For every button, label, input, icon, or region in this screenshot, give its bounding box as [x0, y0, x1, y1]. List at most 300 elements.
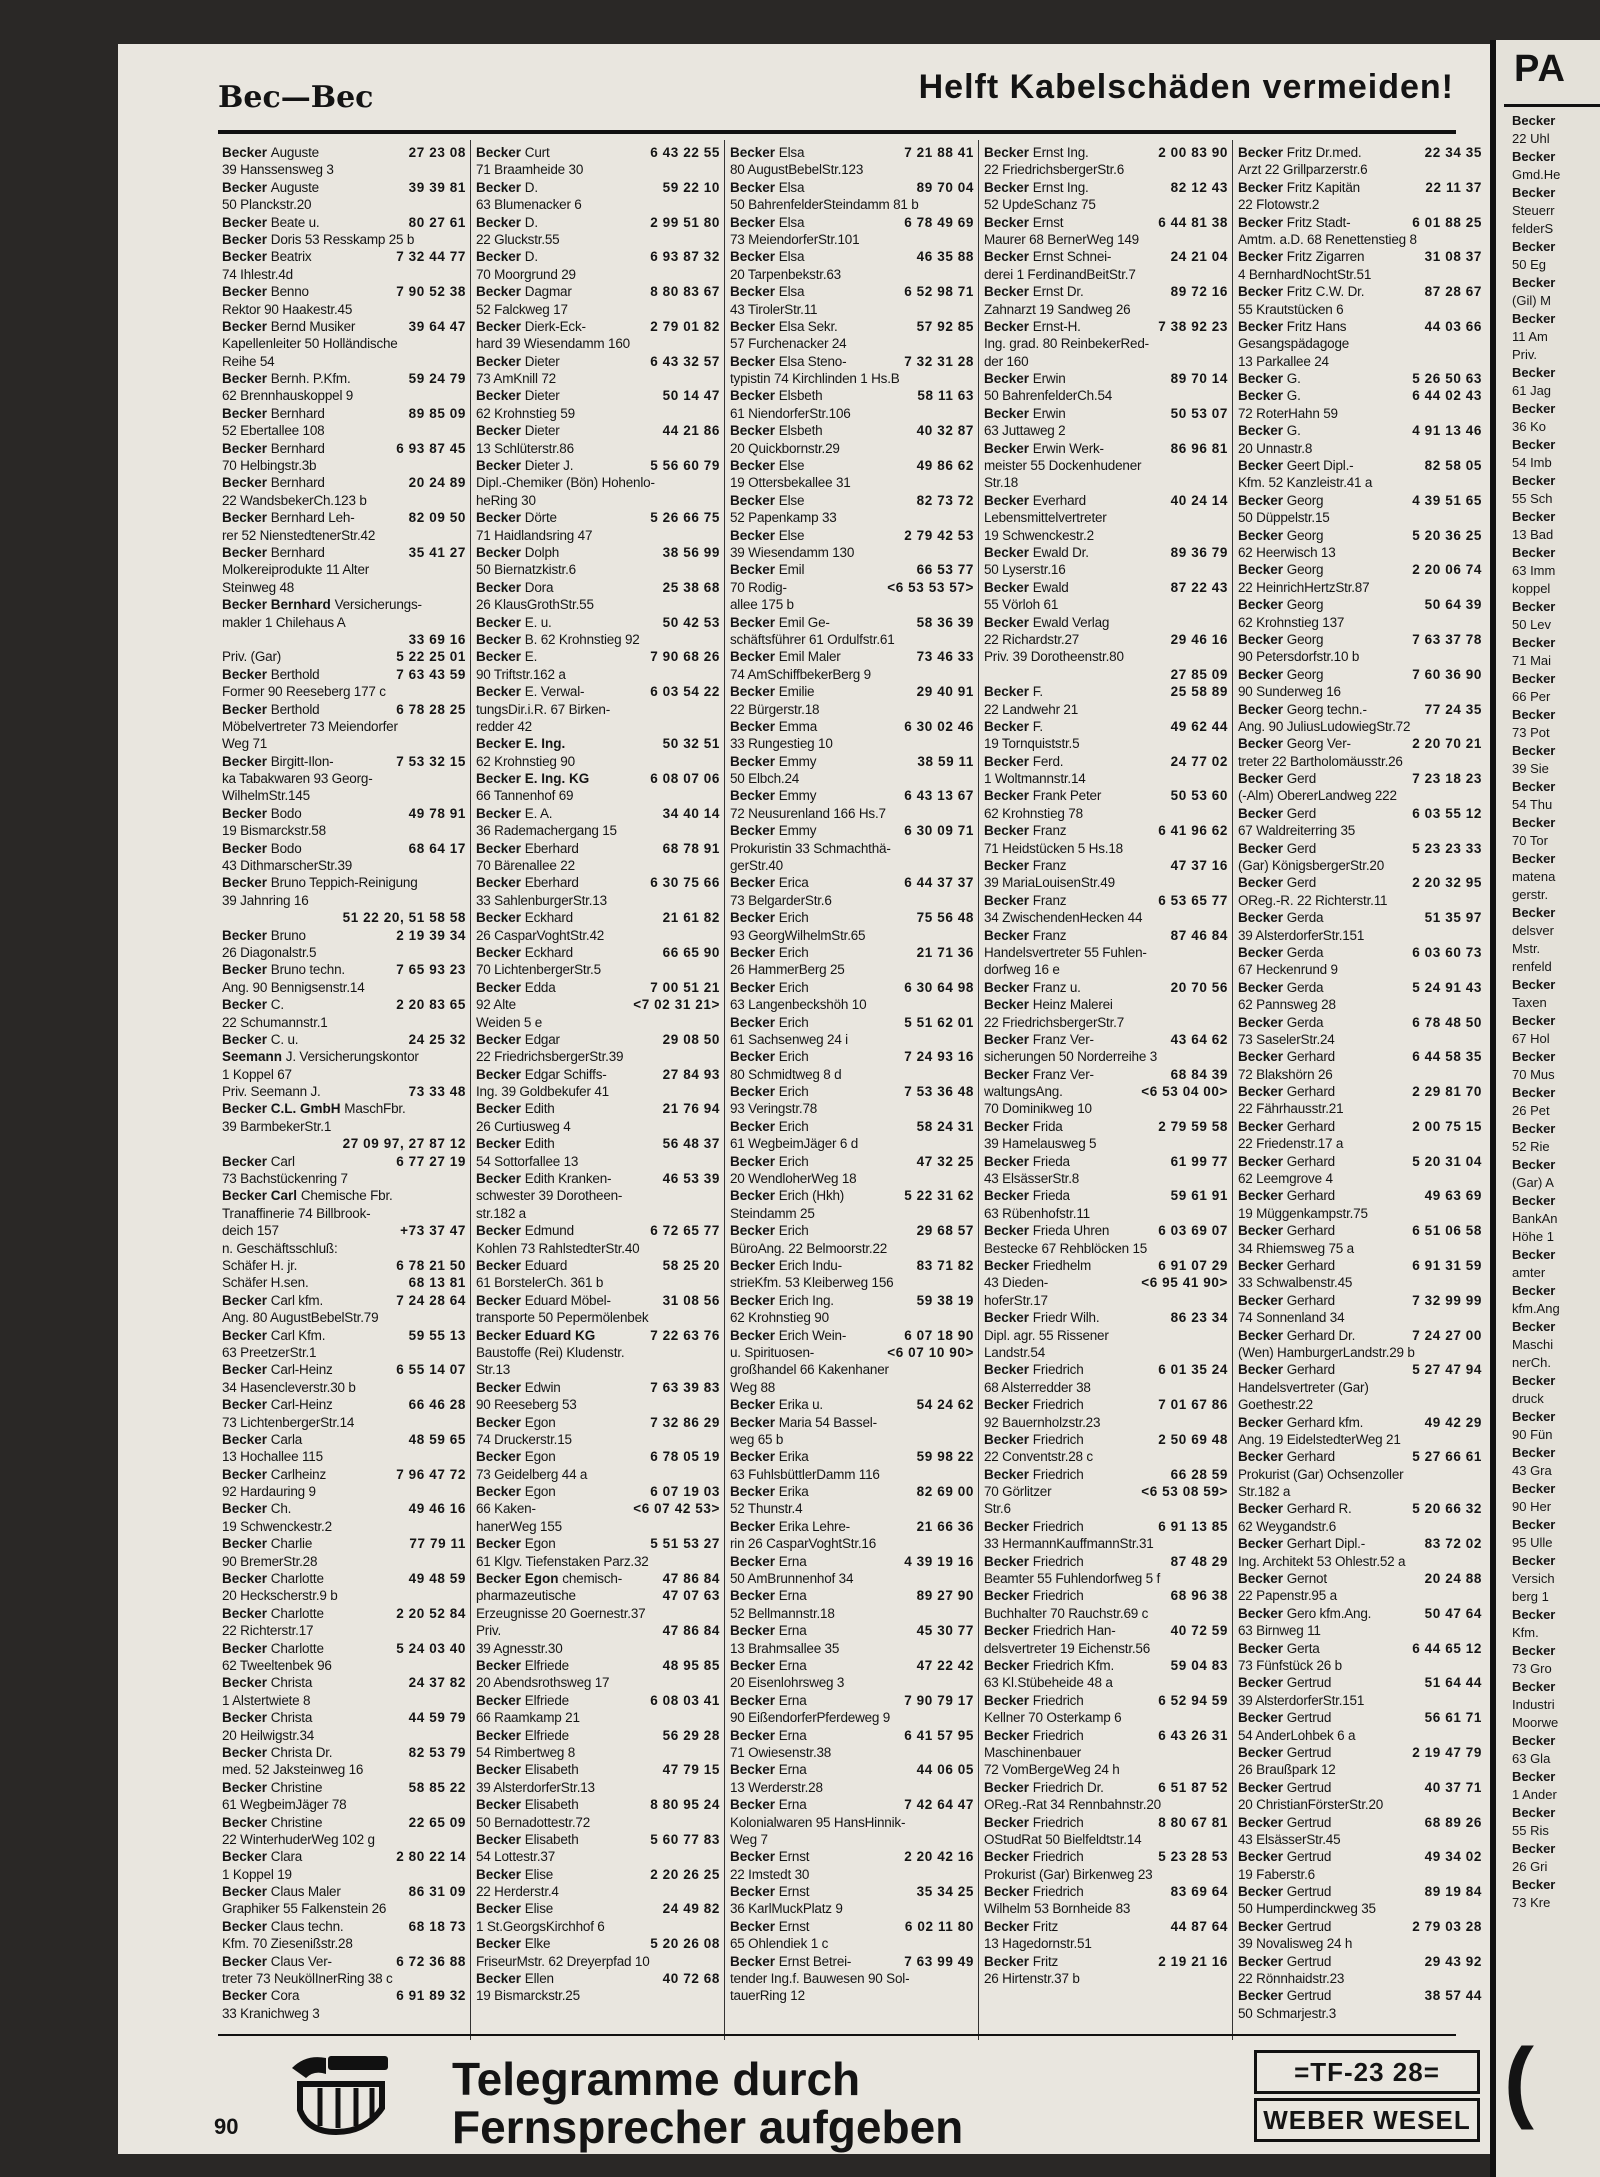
entry-text: Erika Lehre- [778, 1518, 850, 1534]
entry-text: Bernd Musiker [270, 318, 356, 334]
entry-phone-number: 5 27 66 61 [1409, 1448, 1482, 1465]
entry-surname: Becker [984, 753, 1033, 769]
directory-entry-line [984, 1953, 1228, 1970]
entry-text: Friedrich [1032, 1466, 1084, 1482]
directory-entry-line [1238, 457, 1482, 474]
entry-phone-number: 6 53 65 77 [1155, 892, 1228, 909]
entry-text: Kapellenleiter 50 Holländische [222, 336, 398, 352]
entry-text: 54 Rimbertweg 8 [476, 1744, 576, 1760]
entry-surname: Becker [222, 1501, 271, 1517]
directory-entry-line [222, 1153, 466, 1170]
entry-text: 39 Hanssensweg 3 [222, 162, 334, 178]
entry-text: 43 Dieden- [984, 1275, 1049, 1291]
directory-entry-line [222, 1031, 466, 1048]
entry-text: Dipl. agr. 55 Rissener [984, 1327, 1109, 1343]
entry-phone-number: 6 08 03 41 [647, 1692, 720, 1709]
entry-phone-number: 6 55 14 07 [393, 1361, 466, 1378]
directory-entry-line [730, 1153, 974, 1170]
directory-entry-line [1238, 996, 1482, 1013]
entry-surname: Becker [1238, 1953, 1287, 1969]
directory-entry-line [476, 1727, 720, 1744]
entry-text: Elsbeth [778, 388, 823, 404]
entry-surname: Becker [730, 458, 779, 474]
next-page-fragment: Becker [1512, 1643, 1556, 1658]
entry-phone-number: 7 53 32 15 [393, 753, 466, 770]
directory-entry-line [984, 1396, 1228, 1413]
directory-entry-line [730, 1518, 974, 1535]
directory-entry-line [730, 631, 974, 648]
directory-entry-line [476, 822, 720, 839]
directory-entry-line [476, 1361, 720, 1378]
entry-phone-number: 6 91 31 59 [1409, 1257, 1482, 1274]
entry-text: Gerhard [1286, 1223, 1335, 1239]
entry-surname: Becker [476, 1101, 525, 1117]
entry-text: Emmy [778, 823, 817, 839]
entry-phone-number: 51 35 97 [1422, 909, 1482, 926]
entry-phone-number: 50 14 47 [660, 387, 720, 404]
entry-text: 1 Koppel 67 [222, 1066, 292, 1082]
entry-surname: Becker [730, 875, 779, 891]
entry-text: Berthold [270, 666, 320, 682]
entry-phone-number: 66 28 59 [1168, 1466, 1228, 1483]
entry-text: Christine [270, 1779, 323, 1795]
next-page-fragment: Becker [1512, 779, 1556, 794]
entry-surname: Becker [1238, 1414, 1287, 1430]
directory-entry-line [476, 440, 720, 457]
next-page-fragment: 67 Hol [1512, 1031, 1550, 1046]
directory-entry-line [476, 840, 720, 857]
directory-entry-line [984, 440, 1228, 457]
directory-entry-line [984, 1344, 1228, 1361]
entry-text: Str.6 [984, 1501, 1011, 1517]
entry-text: 90 Petersdorfstr.10 b [1238, 649, 1360, 665]
directory-entry-line [476, 1083, 720, 1100]
entry-phone-number: 6 91 07 29 [1155, 1257, 1228, 1274]
entry-phone-number: 6 44 81 38 [1155, 214, 1228, 231]
directory-entry-line [222, 1222, 466, 1239]
entry-surname: Becker [730, 649, 779, 665]
entry-surname: Becker [476, 544, 525, 560]
entry-text: Friedrich [1032, 1727, 1084, 1743]
directory-entry-line [1238, 266, 1482, 283]
entry-text: 22 Richterstr.17 [222, 1623, 314, 1639]
entry-text: 50 Biernatzkistr.6 [476, 562, 576, 578]
directory-entry-line [476, 144, 720, 161]
entry-text: 20 Quickbornstr.29 [730, 440, 840, 456]
entry-surname: Becker [984, 927, 1033, 943]
entry-text: 22 WandsbekerCh.123 b [222, 492, 367, 508]
directory-entry-line [730, 1657, 974, 1674]
entry-surname: Becker [730, 1797, 779, 1813]
entry-surname: Becker [476, 388, 525, 404]
entry-surname: Becker [730, 1049, 779, 1065]
entry-text: Franz u. [1032, 979, 1081, 995]
entry-surname: Becker [1238, 1188, 1287, 1204]
entry-text: Frieda [1032, 1188, 1070, 1204]
entry-surname: Becker [984, 1153, 1033, 1169]
entry-phone-number: 6 30 02 46 [901, 718, 974, 735]
entry-text: 52 Papenkamp 33 [730, 510, 837, 526]
directory-entry-line [1238, 1466, 1482, 1483]
entry-phone-number: 5 26 50 63 [1409, 370, 1482, 387]
entry-text: Dagmar [524, 284, 572, 300]
entry-phone-number: <6 53 08 59> [1138, 1483, 1228, 1500]
directory-entry-line [222, 996, 466, 1013]
directory-entry-line [1238, 753, 1482, 770]
directory-entry-line [984, 405, 1228, 422]
entry-text: Beate u. [270, 214, 320, 230]
directory-entry-line [1238, 1274, 1482, 1291]
directory-entry-line [730, 1640, 974, 1657]
entry-phone-number: 2 80 22 14 [393, 1848, 466, 1865]
entry-text: BüroAng. 22 Belmoorstr.22 [730, 1240, 888, 1256]
entry-surname: Becker [984, 892, 1033, 908]
entry-surname: Becker [222, 1153, 271, 1169]
next-page-fragment: Gmd.He [1512, 167, 1561, 182]
entry-text: Goethestr.22 [1238, 1397, 1313, 1413]
entry-text: G. [1286, 388, 1301, 404]
entry-text: 1 Koppel 19 [222, 1866, 292, 1882]
entry-text: Landstr.54 [984, 1344, 1046, 1360]
footer-rule [218, 2034, 1456, 2036]
entry-phone-number: 4 91 13 46 [1409, 422, 1482, 439]
entry-text: 55 Krautstücken 6 [1238, 301, 1344, 317]
entry-surname: Becker [476, 1797, 525, 1813]
entry-phone-number: 6 44 37 37 [901, 874, 974, 891]
entry-surname: Becker [1238, 249, 1287, 265]
directory-entry-line [730, 683, 974, 700]
entry-text: 19 Tornquiststr.5 [984, 736, 1080, 752]
next-page-fragment: 71 Mai [1512, 653, 1552, 668]
entry-surname: Becker [1238, 388, 1287, 404]
entry-surname: Becker [984, 1779, 1033, 1795]
entry-phone-number: 29 46 16 [1168, 631, 1228, 648]
entry-text: 39 Wiesendamm 130 [730, 544, 855, 560]
directory-entry-line [222, 492, 466, 509]
entry-text: Ing. grad. 80 ReinbekerRed- [984, 336, 1149, 352]
entry-phone-number: 6 01 88 25 [1409, 214, 1482, 231]
entry-text: Bruno Teppich-Reinigung [270, 875, 418, 891]
entry-text: Carl-Heinz [270, 1362, 333, 1378]
directory-entry-line [222, 561, 466, 578]
directory-entry-line [730, 318, 974, 335]
entry-phone-number: 4 39 51 65 [1409, 492, 1482, 509]
entry-phone-number: 7 90 68 26 [647, 648, 720, 665]
directory-entry-line [476, 248, 720, 265]
entry-phone-number: 6 72 65 77 [647, 1222, 720, 1239]
directory-entry-line [476, 1987, 720, 2004]
directory-entry-line [730, 701, 974, 718]
entry-text: Friedrich [1032, 1849, 1084, 1865]
directory-entry-line [984, 474, 1228, 491]
entry-text: Gerta [1286, 1640, 1320, 1656]
next-page-fragment: Becker [1512, 1049, 1556, 1064]
entry-phone-number: 6 07 19 03 [647, 1483, 720, 1500]
entry-surname: Becker [1238, 1223, 1287, 1239]
advert-telegram-box: =TF-23 28= [1254, 2050, 1480, 2094]
entry-text: 22 Conventstr.28 c [984, 1449, 1093, 1465]
directory-entry-line [984, 718, 1228, 735]
entry-text: D. [524, 179, 538, 195]
entry-text: Gerd [1286, 771, 1317, 787]
entry-surname: Becker [1238, 1536, 1287, 1552]
entry-text: Wilhelm 53 Bornheide 83 [984, 1901, 1131, 1917]
next-page-fragment: Becker [1512, 1121, 1556, 1136]
entry-phone-number: 7 32 99 99 [1409, 1292, 1482, 1309]
next-page-fragment: 95 Ulle [1512, 1535, 1553, 1550]
directory-entry-line [730, 1848, 974, 1865]
entry-surname: Becker [730, 1188, 779, 1204]
entry-text: Emmy [778, 753, 817, 769]
next-page-fragment: Becker [1512, 1877, 1556, 1892]
entry-text: Edith [524, 1101, 555, 1117]
entry-text: Elfriede [524, 1727, 569, 1743]
entry-text: Elisabeth [524, 1831, 579, 1847]
entry-text: Bodo [270, 805, 302, 821]
entry-phone-number: <6 07 42 53> [630, 1500, 720, 1517]
entry-phone-number: 44 06 05 [914, 1761, 974, 1778]
next-page-fragment: Becker [1512, 401, 1556, 416]
directory-entry-line [476, 787, 720, 804]
directory-entry-line [222, 1483, 466, 1500]
directory-entry-line [730, 805, 974, 822]
entry-surname: Becker [222, 544, 271, 560]
directory-entry-line [222, 596, 466, 613]
entry-surname: Becker [222, 1431, 271, 1447]
directory-entry-line [984, 1622, 1228, 1639]
entry-text: (Wen) HamburgerLandstr.29 b [1238, 1344, 1415, 1360]
entry-text: 13 Schlüterstr.86 [476, 440, 574, 456]
next-page-fragment: 73 Pot [1512, 725, 1550, 740]
entry-surname: Becker [984, 1657, 1033, 1673]
next-page-fragment: (Gar) A [1512, 1175, 1554, 1190]
directory-entry-line [984, 161, 1228, 178]
entry-text: Ernst Dr. [1032, 284, 1084, 300]
directory-entry-line [476, 1674, 720, 1691]
directory-entry-line [1238, 927, 1482, 944]
next-page-fragment: Becker [1512, 1319, 1556, 1334]
entry-text: 52 UpdeSchanz 75 [984, 197, 1096, 213]
directory-entry-line [1238, 1135, 1482, 1152]
entry-surname: Becker [476, 1414, 525, 1430]
directory-entry-line [476, 1431, 720, 1448]
entry-text: Gertrud [1286, 1710, 1332, 1726]
directory-entry-line [730, 961, 974, 978]
entry-surname: Becker [984, 718, 1033, 734]
entry-phone-number: 2 20 83 65 [393, 996, 466, 1013]
entry-phone-number: 66 65 90 [660, 944, 720, 961]
entry-surname: Becker [1238, 1292, 1287, 1308]
entry-phone-number: 51 64 44 [1422, 1674, 1482, 1691]
entry-phone-number: 7 32 86 29 [647, 1414, 720, 1431]
entry-phone-number: 49 48 59 [406, 1570, 466, 1587]
next-page-fragment: Becker [1512, 1769, 1556, 1784]
entry-phone-number: 7 63 43 59 [393, 666, 466, 683]
entry-text: Elsa [778, 179, 805, 195]
directory-entry-line [476, 335, 720, 352]
entry-phone-number: 38 59 11 [914, 753, 974, 770]
directory-entry-line [730, 353, 974, 370]
entry-phone-number: 68 84 39 [1168, 1066, 1228, 1083]
directory-entry-line [730, 1500, 974, 1517]
entry-text: deich 157 [222, 1223, 279, 1239]
directory-entry-line [730, 561, 974, 578]
directory-entry-line [476, 301, 720, 318]
entry-text: Maria 54 Bassel- [778, 1414, 877, 1430]
directory-entry-line [730, 996, 974, 1013]
entry-text: n. Geschäftsschluß: [222, 1240, 338, 1256]
entry-text: 39 MariaLouisenStr.49 [984, 875, 1115, 891]
entry-surname: Becker [476, 1901, 525, 1917]
entry-text: Reihe 54 [222, 353, 275, 369]
entry-text: großhandel 66 Kakenhaner [730, 1362, 889, 1378]
entry-text: Franz [1032, 823, 1067, 839]
entry-surname: Becker [476, 353, 525, 369]
next-page-fragment: 22 Uhl [1512, 131, 1550, 146]
entry-text: Weiden 5 e [476, 1014, 543, 1030]
directory-entry-line [730, 1553, 974, 1570]
next-page-fragment: (Gil) M [1512, 293, 1551, 308]
directory-entry-line [222, 161, 466, 178]
directory-entry-line [1238, 1205, 1482, 1222]
directory-entry-line [476, 1953, 720, 1970]
entry-surname: Becker [476, 1171, 525, 1187]
entry-text: heRing 30 [476, 492, 536, 508]
entry-text: 13 Brahmsallee 35 [730, 1640, 840, 1656]
directory-entry-line [476, 1535, 720, 1552]
entry-text: Bodo [270, 840, 302, 856]
directory-entry-line [1238, 1622, 1482, 1639]
next-page-rule [1504, 104, 1600, 107]
directory-entry-line [1238, 979, 1482, 996]
entry-surname: Becker [476, 458, 525, 474]
directory-entry-line [730, 1187, 974, 1204]
entry-phone-number: 22 34 35 [1422, 144, 1482, 161]
entry-phone-number: 34 40 14 [660, 805, 720, 822]
next-page-fragment: felderS [1512, 221, 1554, 236]
entry-surname: Becker [1238, 736, 1287, 752]
entry-text: Priv. Seemann J. [222, 1084, 321, 1100]
directory-entry-line [476, 996, 720, 1013]
next-page-fragment: Becker [1512, 113, 1556, 128]
entry-surname: Becker [476, 1449, 525, 1465]
directory-entry-line [1238, 787, 1482, 804]
entry-phone-number: 89 72 16 [1168, 283, 1228, 300]
page-header-slogan: Helft Kabelschäden vermeiden! [918, 68, 1454, 106]
entry-text: 66 Tannenhof 69 [476, 788, 574, 804]
entry-phone-number: 89 85 09 [406, 405, 466, 422]
directory-entry-line [222, 1361, 466, 1378]
entry-text: 70 Moorgrund 29 [476, 266, 576, 282]
next-page-fragment: druck [1512, 1391, 1544, 1406]
directory-entry-line [222, 1014, 466, 1031]
directory-entry-line [1238, 179, 1482, 196]
entry-phone-number: 6 52 98 71 [901, 283, 974, 300]
entry-phone-number: 2 20 26 25 [647, 1866, 720, 1883]
entry-phone-number: 50 42 53 [660, 614, 720, 631]
entry-phone-number: 40 32 87 [914, 422, 974, 439]
directory-entry-line [476, 1309, 720, 1326]
next-page-fragment: Priv. [1512, 347, 1538, 362]
directory-entry-line [476, 961, 720, 978]
entry-phone-number: 82 12 43 [1168, 179, 1228, 196]
entry-surname: Becker [730, 1084, 779, 1100]
entry-text: 50 Düppelstr.15 [1238, 510, 1330, 526]
entry-phone-number: 2 79 42 53 [901, 527, 974, 544]
directory-entry-line [222, 857, 466, 874]
directory-entry-line [222, 318, 466, 335]
entry-surname: Becker [984, 979, 1033, 995]
directory-entry-line [476, 457, 720, 474]
entry-text: Geert Dipl.- [1286, 458, 1354, 474]
next-page-fragment: Industri [1512, 1697, 1555, 1712]
directory-entry-line [730, 1953, 974, 1970]
directory-entry-line [222, 1935, 466, 1952]
entry-phone-number: 25 38 68 [660, 579, 720, 596]
entry-surname: Becker E. Ing. [476, 736, 566, 752]
entry-phone-number: 24 77 02 [1168, 753, 1228, 770]
entry-phone-number: 2 50 69 48 [1155, 1431, 1228, 1448]
entry-text: Schäfer H. jr. [222, 1258, 298, 1273]
directory-entry-line [730, 909, 974, 926]
directory-entry-line [730, 422, 974, 439]
entry-phone-number: 27 84 93 [660, 1066, 720, 1083]
directory-entry-line [984, 1796, 1228, 1813]
directory-entry-line [222, 1692, 466, 1709]
entry-phone-number: 68 64 17 [406, 840, 466, 857]
entry-text: 55 Vörloh 61 [984, 597, 1059, 613]
entry-text: Erwin [1032, 371, 1066, 387]
entry-phone-number: 38 56 99 [660, 544, 720, 561]
entry-text: 74 Ihlestr.4d [222, 266, 293, 282]
entry-text: 1 Woltmannstr.14 [984, 771, 1086, 787]
entry-text: Ernst [778, 1849, 810, 1865]
entry-text: Emil Ge- [778, 614, 830, 630]
entry-surname: Becker [476, 875, 525, 891]
entry-surname: Becker [222, 753, 271, 769]
entry-phone-number: 40 24 14 [1168, 492, 1228, 509]
entry-text: Doris 53 Resskamp 25 b [270, 231, 415, 247]
directory-entry-line [476, 1553, 720, 1570]
entry-phone-number: 49 46 16 [406, 1500, 466, 1517]
entry-surname: Becker [476, 1657, 525, 1673]
directory-entry-line [730, 1866, 974, 1883]
directory-entry-line [222, 1379, 466, 1396]
entry-text: (Gar) KönigsbergerStr.20 [1238, 858, 1385, 874]
entry-surname: Becker [1238, 944, 1287, 960]
entry-text: 39 AlsterdorferStr.151 [1238, 927, 1365, 943]
entry-text: Egon [524, 1484, 556, 1500]
next-page-fragment: 73 Gro [1512, 1661, 1552, 1676]
entry-text: Fritz C.W. Dr. [1286, 284, 1365, 300]
entry-surname: Becker [476, 649, 525, 665]
next-page-fragment: Becker [1512, 239, 1556, 254]
directory-entry-line [730, 474, 974, 491]
directory-entry-line [222, 805, 466, 822]
entry-phone-number: 7 21 88 41 [901, 144, 974, 161]
entry-text: schäftsführer 61 Ordulfstr.61 [730, 631, 895, 647]
directory-entry-line [984, 996, 1228, 1013]
entry-text: Weg 88 [730, 1379, 776, 1395]
directory-entry-line [730, 1709, 974, 1726]
entry-surname: Becker [476, 631, 525, 647]
entry-surname: Becker [222, 1292, 271, 1308]
entry-phone-number: 6 78 05 19 [647, 1448, 720, 1465]
entry-phone-number: 44 21 86 [660, 422, 720, 439]
entry-text: 50 Humperdinckweg 35 [1238, 1901, 1376, 1917]
entry-surname: Becker [730, 527, 779, 543]
entry-surname: Becker [222, 475, 271, 491]
